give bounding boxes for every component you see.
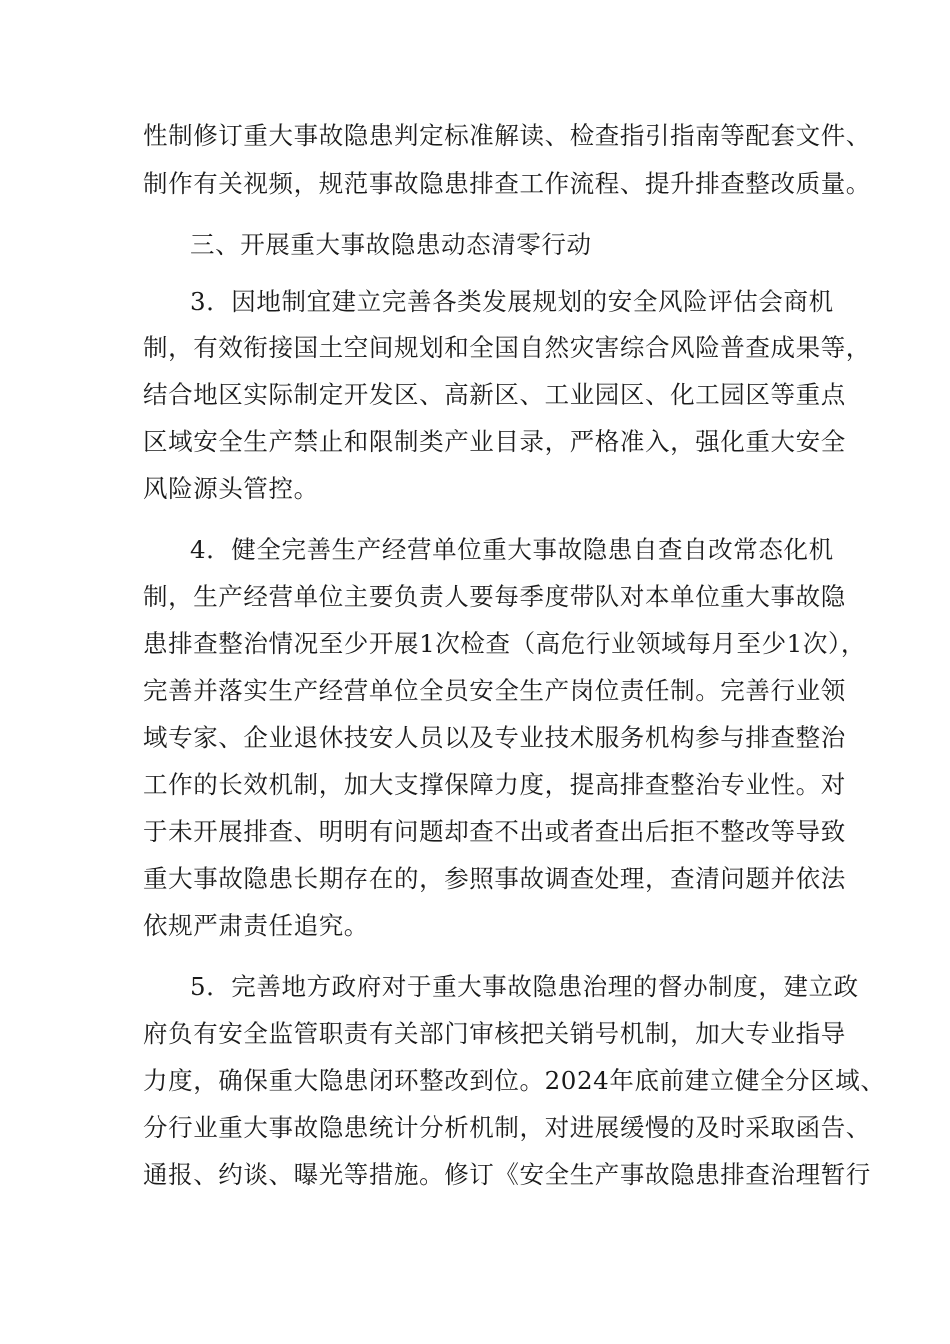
text-line: 工作的长效机制，加大支撑保障力度，提高排查整治专业性。对: [143, 770, 846, 799]
section-heading: 三、开展重大事故隐患动态清零行动: [190, 230, 592, 259]
text-line: 通报、约谈、曝光等措施。修订《安全生产事故隐患排查治理暂行: [143, 1160, 871, 1189]
text-line: 制，生产经营单位主要负责人要每季度带队对本单位重大事故隐: [143, 582, 846, 611]
paragraph-start: 4．健全完善生产经营单位重大事故隐患自查自改常态化机: [190, 535, 834, 564]
text-line: 制，有效衔接国土空间规划和全国自然灾害综合风险普查成果等，: [143, 333, 871, 362]
text-line: 患排查整治情况至少开展1次检查（高危行业领域每月至少1次），: [143, 629, 866, 658]
text-line: 结合地区实际制定开发区、高新区、工业园区、化工园区等重点: [143, 380, 846, 409]
text-line: 制作有关视频，规范事故隐患排查工作流程、提升排查整改质量。: [143, 169, 871, 198]
text-line: 重大事故隐患长期存在的，参照事故调查处理，查清问题并依法: [143, 864, 846, 893]
text-line: 域专家、企业退休技安人员以及专业技术服务机构参与排查整治: [143, 723, 846, 752]
paragraph-start: 5．完善地方政府对于重大事故隐患治理的督办制度，建立政: [190, 972, 859, 1001]
text-line: 完善并落实生产经营单位全员安全生产岗位责任制。完善行业领: [143, 676, 846, 705]
text-line: 于未开展排查、明明有问题却查不出或者查出后拒不整改等导致: [143, 817, 846, 846]
text-line: 府负有安全监管职责有关部门审核把关销号机制，加大专业指导: [143, 1019, 846, 1048]
text-line: 区域安全生产禁止和限制类产业目录，严格准入，强化重大安全: [143, 427, 846, 456]
text-line: 依规严肃责任追究。: [143, 911, 369, 940]
text-line: 性制修订重大事故隐患判定标准解读、检查指引指南等配套文件、: [143, 121, 871, 150]
text-line: 分行业重大事故隐患统计分析机制，对进展缓慢的及时采取函告、: [143, 1113, 871, 1142]
text-line: 风险源头管控。: [143, 474, 319, 503]
paragraph-start: 3．因地制宜建立完善各类发展规划的安全风险评估会商机: [190, 287, 834, 316]
text-line: 力度，确保重大隐患闭环整改到位。2024年底前建立健全分区域、: [143, 1066, 886, 1095]
